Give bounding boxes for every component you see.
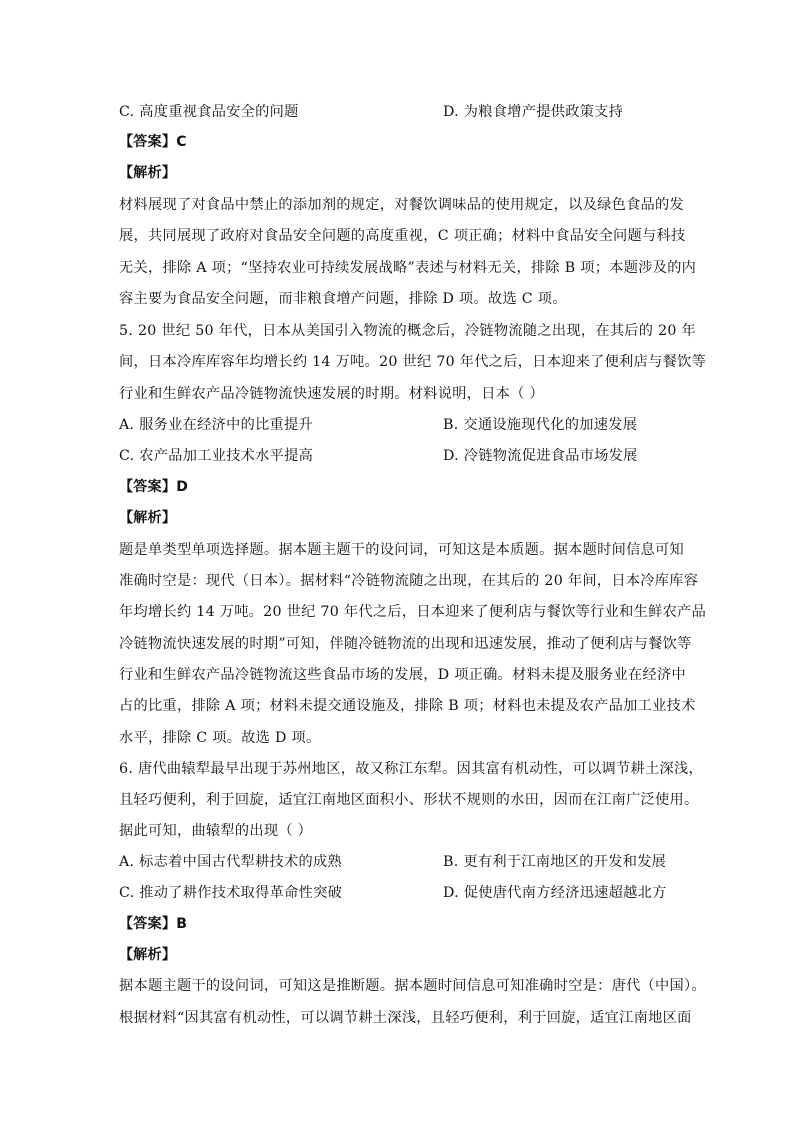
q5-analysis-line: 水平，排除 C 项。故选 D 项。 xyxy=(119,730,321,746)
q4-analysis-line: 材料展现了对食品中禁止的添加剂的规定，对餐饮调味品的使用规定，以及绿色食品的发 xyxy=(119,197,685,213)
q6-option-a: A. 标志着中国古代犁耕技术的成熟 xyxy=(119,854,342,870)
q6-option-b: B. 更有利于江南地区的开发和发展 xyxy=(443,854,667,870)
q4-analysis-label: 【解析】 xyxy=(119,165,177,181)
q6-option-d: D. 促使唐代南方经济迅速超越北方 xyxy=(443,885,667,901)
q6-stem-line: 据此可知，曲辕犁的出现（ ） xyxy=(119,823,313,839)
q6-option-c: C. 推动了耕作技术取得革命性突破 xyxy=(119,885,343,901)
q5-analysis-label: 【解析】 xyxy=(119,510,177,526)
q4-answer: 【答案】C xyxy=(119,134,187,150)
q6-analysis-line: 根据材料“因其富有机动性，可以调节耕土深浅，且轻巧便利，利于回旋，适宜江南地区面 xyxy=(119,1010,692,1026)
q4-option-c: C. 高度重视食品安全的问题 xyxy=(119,104,299,120)
q5-stem-line: 5. 20 世纪 50 年代，日本从美国引入物流的概念后，冷链物流随之出现，在其后的 20 年 xyxy=(119,323,697,339)
q4-analysis-line: 展，共同展现了政府对食品安全问题的高度重视，C 项正确；材料中食品安全问题与科技 xyxy=(119,228,686,244)
q5-answer: 【答案】D xyxy=(119,479,189,495)
q5-analysis-line: 题是单类型单项选择题。据本题主题干的设问词，可知这是本质题。据本题时间信息可知 xyxy=(119,542,685,558)
q5-option-b: B. 交通设施现代化的加速发展 xyxy=(443,417,638,433)
q6-analysis-line: 据本题主题干的设问词，可知这是推断题。据本题时间信息可知准确时空是：唐代（中国）。 xyxy=(119,978,706,994)
q5-analysis-line: 占的比重，排除 A 项；材料未提交通设施及，排除 B 项；材料也未提及农产品加工业技术 xyxy=(119,698,696,714)
q6-stem-line: 6. 唐代曲辕犁最早出现于苏州地区，故又称江东犁。因其富有机动性，可以调节耕土深浅， xyxy=(119,761,703,777)
q6-analysis-label: 【解析】 xyxy=(119,947,177,963)
q4-option-d: D. 为粮食增产提供政策支持 xyxy=(443,104,624,120)
q6-answer: 【答案】B xyxy=(119,916,188,932)
q5-analysis-line: 行业和生鲜农产品冷链物流这些食品市场的发展，D 项正确。材料未提及服务业在经济中 xyxy=(119,667,687,683)
q6-stem-line: 且轻巧便利，利于回旋，适宜江南地区面积小、形状不规则的水田，因而在江南广泛使用。 xyxy=(119,792,699,808)
q5-option-d: D. 冷链物流促进食品市场发展 xyxy=(443,448,638,464)
q4-analysis-line: 容主要为食品安全问题，而非粮食增产问题，排除 D 项。故选 C 项。 xyxy=(119,291,567,307)
q5-analysis-line: 冷链物流快速发展的时期”可知，伴随冷链物流的出现和迅速发展，推动了便利店与餐饮等 xyxy=(119,636,692,652)
q4-analysis-line: 无关，排除 A 项；“坚持农业可持续发展战略”表述与材料无关，排除 B 项；本题涉及的内 xyxy=(119,260,697,276)
q5-option-a: A. 服务业在经济中的比重提升 xyxy=(119,417,314,433)
q5-option-c: C. 农产品加工业技术水平提高 xyxy=(119,448,314,464)
q5-stem-line: 间，日本冷库库容年均增长约 14 万吨。20 世纪 70 年代之后，日本迎来了便利店与餐饮等 xyxy=(119,354,707,370)
q5-stem-line: 行业和生鲜农产品冷链物流快速发展的时期。材料说明，日本（ ） xyxy=(119,386,544,402)
q5-analysis-line: 年均增长约 14 万吨。20 世纪 70 年代之后，日本迎来了便利店与餐饮等行业和生鲜农产品 xyxy=(119,604,707,620)
q5-analysis-line: 准确时空是：现代（日本）。据材料“冷链物流随之出现，在其后的 20 年间，日本冷库库容 xyxy=(119,573,699,589)
